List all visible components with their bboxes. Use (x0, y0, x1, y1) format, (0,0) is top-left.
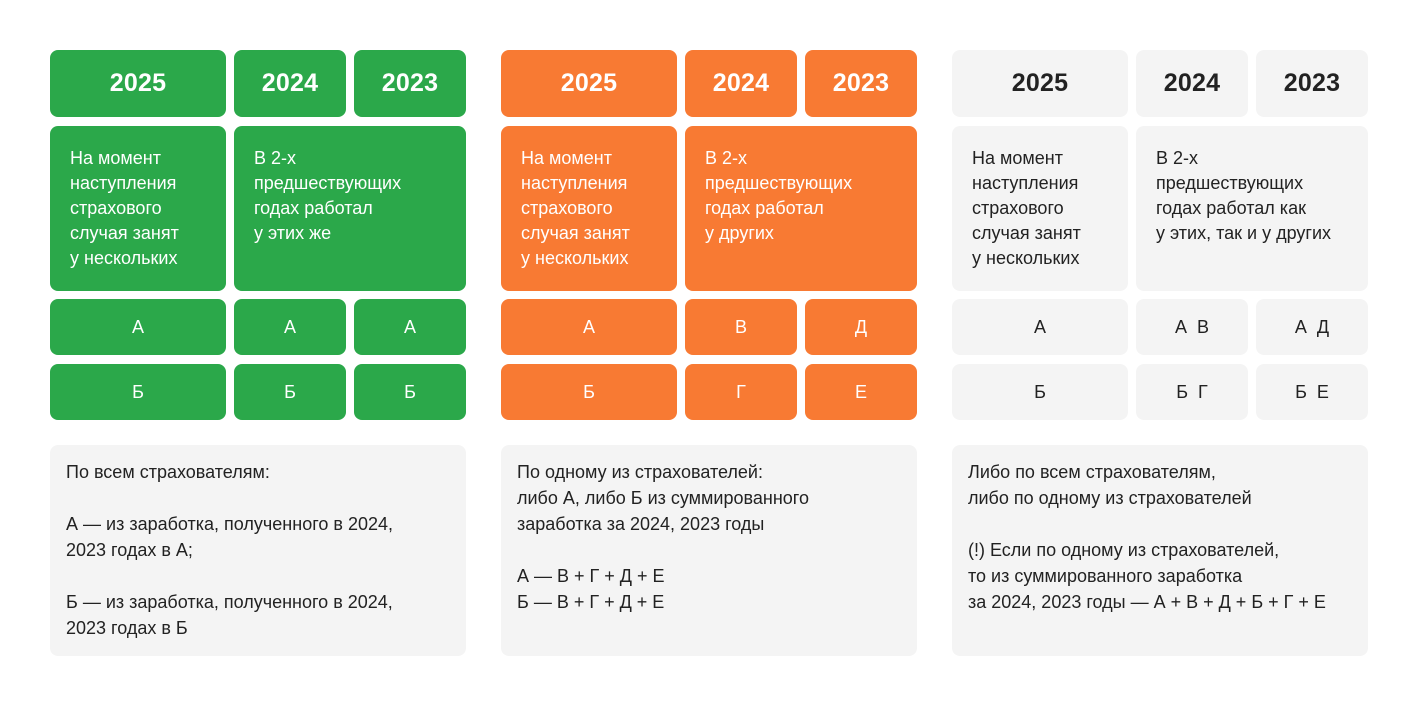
employer-cell: Б (501, 364, 677, 420)
employer-cell: А (354, 299, 466, 355)
year-header-2025: 2025 (952, 50, 1128, 117)
year-header-2024: 2024 (234, 50, 346, 117)
employer-cell: В (685, 299, 797, 355)
employer-cell: А (234, 299, 346, 355)
employer-cell: А (50, 299, 226, 355)
year-header-2023: 2023 (805, 50, 917, 117)
condition-previous-employment: В 2-х предшествующих годах работал как у этих, так и у других (1136, 126, 1368, 291)
calculation-note: Либо по всем страхователям, либо по одному из страхователей (!) Если по одному из страхователей, то из суммированного заработка за 2024, 2023 годы — А + В + Д + Б + Г + Е (952, 445, 1368, 656)
employer-cell: Б Е (1256, 364, 1368, 420)
employer-cell: А (952, 299, 1128, 355)
year-header-2024: 2024 (1136, 50, 1248, 117)
condition-previous-employment: В 2-х предшествующих годах работал у других (685, 126, 917, 291)
employer-cell: Д (805, 299, 917, 355)
employer-cell: Г (685, 364, 797, 420)
panel-same-employers (50, 50, 466, 656)
condition-current-employment: На момент наступления страхового случая занят у нескольких (501, 126, 677, 291)
condition-previous-employment: В 2-х предшествующих годах работал у этих же (234, 126, 466, 291)
year-header-2025: 2025 (501, 50, 677, 117)
employer-cell: Б (952, 364, 1128, 420)
year-header-2024: 2024 (685, 50, 797, 117)
panel-other-employers (501, 50, 917, 656)
employer-cell: Б Г (1136, 364, 1248, 420)
employer-cell: Б (50, 364, 226, 420)
employer-cell: Б (234, 364, 346, 420)
employer-cell: А Д (1256, 299, 1368, 355)
employer-cell: А (501, 299, 677, 355)
condition-current-employment: На момент наступления страхового случая занят у нескольких (50, 126, 226, 291)
panel-mixed-employers (952, 50, 1368, 656)
employer-cell: Е (805, 364, 917, 420)
employer-cell: Б (354, 364, 466, 420)
calculation-note: По одному из страхователей: либо А, либо Б из суммированного заработка за 2024, 2023 годы А — В + Г + Д + Е Б — В + Г + Д + Е (501, 445, 917, 656)
condition-current-employment: На момент наступления страхового случая занят у нескольких (952, 126, 1128, 291)
year-header-2023: 2023 (1256, 50, 1368, 117)
year-header-2023: 2023 (354, 50, 466, 117)
employer-cell: А В (1136, 299, 1248, 355)
year-header-2025: 2025 (50, 50, 226, 117)
calculation-note: По всем страхователям: А — из заработка, полученного в 2024, 2023 годах в А; Б — из заработка, полученного в 2024, 2023 годах в Б (50, 445, 466, 656)
